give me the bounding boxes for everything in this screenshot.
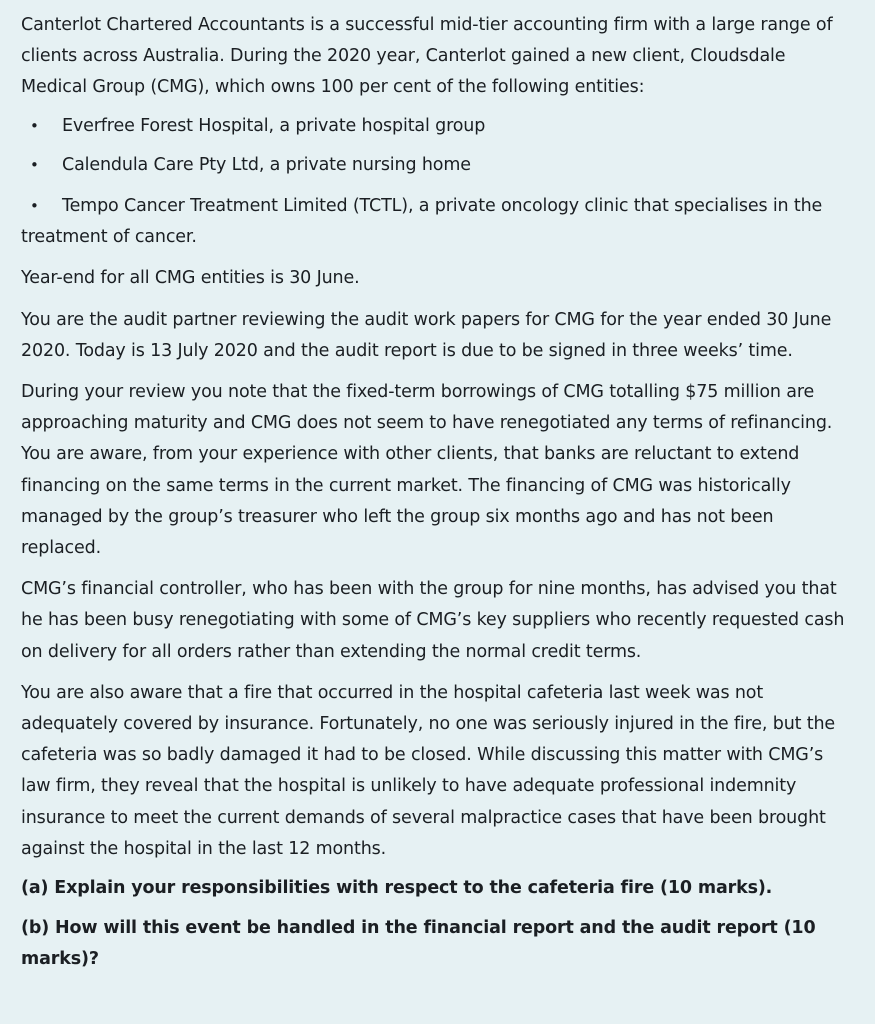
question-b: (b) How will this event be handled in the financial report and the audit report (10 marks)? [21,918,816,970]
bullet-dot-icon: • [30,197,39,216]
bullet-text: Calendula Care Pty Ltd, a private nursing home [62,154,471,175]
review-paragraph: You are the audit partner reviewing the audit work papers for CMG for the year ended 30 June 2020. Today is 13 July 2020 and the audit report is due to be signed in three weeks’ time. [21,309,832,361]
bullet-item [21,150,855,181]
bullet-text: Tempo Cancer Treatment Limited (TCTL), a private oncology clinic that specialises in the treatment of cancer. [21,196,823,248]
year-end-paragraph: Year-end for all CMG entities is 30 June. [21,268,360,289]
controller-paragraph: CMG’s financial controller, who has been with the group for nine months, has advised you that he has been busy renegotiating with some of CMG’s key suppliers who recently requested cash on delivery for all orders rather than extending the normal credit terms. [21,579,845,662]
bullet-text: Everfree Forest Hospital, a private hospital group [62,115,486,136]
bullet-item [21,111,855,142]
borrowings-paragraph: During your review you note that the fixed-term borrowings of CMG totalling $75 million are approaching maturity and CMG does not seem to have renegotiated any terms of refinancing. You are aware, from your experience with other clients, that banks are reluctant to extend financing on the same terms in the current market. The financing of CMG was historically managed by the group’s treasurer who left the group six months ago and has not been replaced. [21,382,833,559]
question-a: (a) Explain your responsibilities with respect to the cafeteria fire (10 marks). [21,878,773,899]
intro-paragraph: Canterlot Chartered Accountants is a successful mid-tier accounting firm with a large range of clients across Australia. During the 2020 year, Canterlot gained a new client, Cloudsdale Medical Group (CMG), which owns 100 per cent of the following entities: [21,15,833,98]
bullet-dot-icon: • [30,116,39,135]
bullet-item [21,191,855,253]
bullet-dot-icon: • [30,155,39,174]
fire-paragraph: You are also aware that a fire that occurred in the hospital cafeteria last week was not adequately covered by insurance. Fortunately, no one was seriously injured in the fire, but the cafeteria was so badly damaged it had to be closed. While discussing this matter with CMG’s law firm, they reveal that the hospital is unlikely to have adequate professional indemnity insurance to meet the current demands of several malpractice cases that have been brought against the hospital in the last 12 months. [21,682,836,859]
